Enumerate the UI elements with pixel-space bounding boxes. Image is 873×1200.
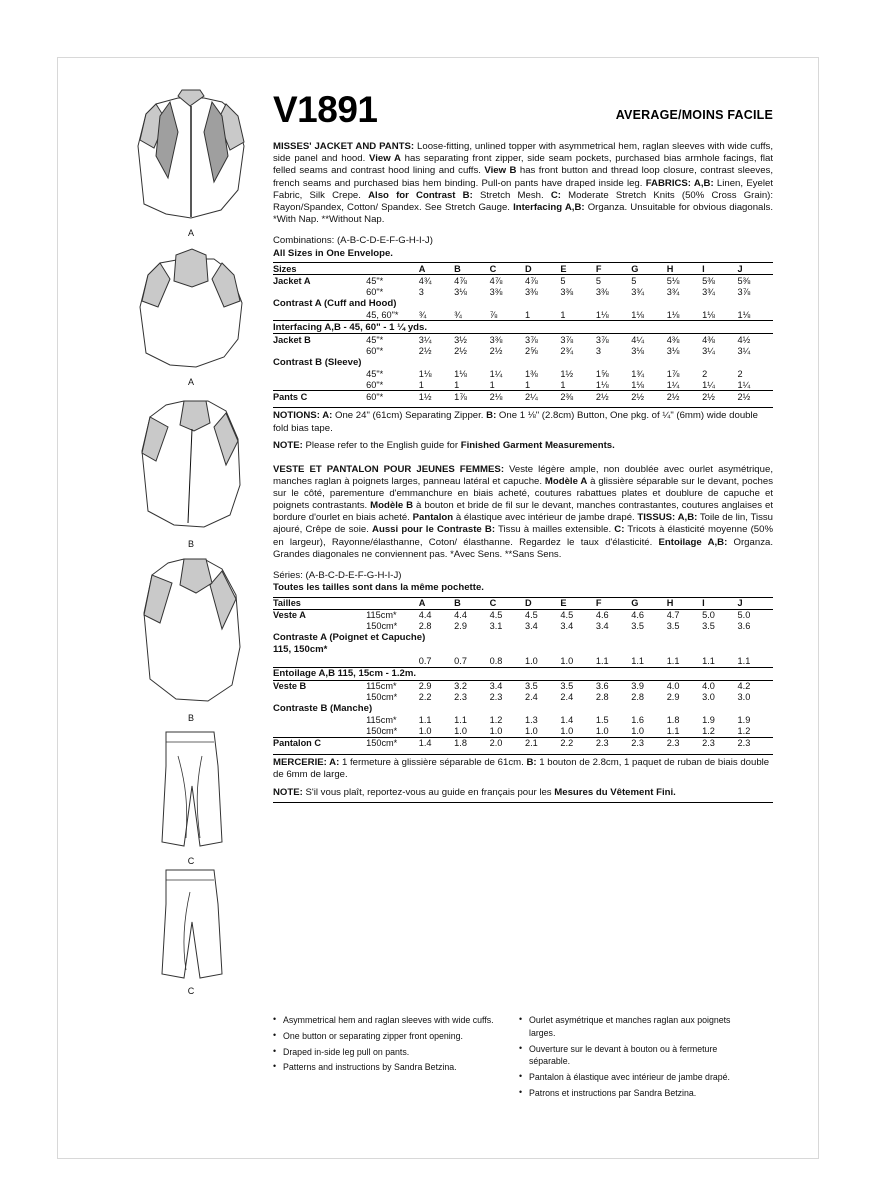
col-i: I — [702, 263, 737, 275]
row-value: 1 — [489, 379, 495, 390]
table-row — [273, 621, 773, 632]
english-note: NOTE: Please refer to the English guide for Finished Garment Measurements. — [273, 440, 615, 452]
table-row — [273, 334, 773, 346]
row-value: 2.1 — [525, 738, 538, 749]
row-value: 5⅛ — [666, 275, 680, 286]
figure-jacket-a-front — [121, 86, 261, 241]
figure-label: C — [187, 986, 195, 996]
row-value: 3¼ — [737, 345, 751, 356]
row-label — [273, 726, 366, 738]
row-value: 2.3 — [454, 692, 467, 703]
row-label: Jacket B — [273, 334, 311, 345]
row-value: 3⅛ — [454, 286, 467, 297]
row-label — [273, 286, 366, 297]
row-value: 1.0 — [560, 656, 574, 667]
row-value: 4.0 — [666, 681, 680, 692]
row-value: ⅞ — [489, 309, 498, 320]
table-row — [273, 379, 773, 391]
row-value: 2.0 — [489, 738, 503, 749]
row-value: 1.9 — [737, 715, 751, 726]
table-section-label: Contraste B (Manche) — [273, 703, 373, 715]
figure-pants-c-front — [121, 726, 261, 866]
row-value: 0.7 — [454, 656, 467, 667]
table-row — [273, 632, 773, 644]
table-row — [273, 275, 773, 287]
row-value: 1.5 — [595, 715, 609, 726]
row-value: 1.1 — [595, 656, 609, 667]
row-value: 1¼ — [489, 368, 503, 379]
col-tailles: Tailles — [273, 597, 366, 609]
row-value: 1¼ — [666, 379, 680, 390]
col-b: B — [454, 597, 489, 609]
figure-jacket-b-front — [121, 391, 261, 551]
row-value: 2.4 — [525, 692, 538, 703]
row-value: 5.0 — [702, 610, 715, 621]
row-value: 3.4 — [489, 681, 503, 692]
row-value: 3⅜ — [489, 334, 503, 345]
figure-label: A — [187, 377, 194, 387]
row-value: 2 — [737, 368, 743, 379]
english-combinations: Combinations: (A-B-C-D-E-F-G-H-I-J) — [273, 235, 433, 247]
row-value: 3⅜ — [525, 286, 538, 297]
col-h: H — [667, 597, 702, 609]
row-label — [273, 621, 366, 632]
row-width: 60"* — [366, 379, 384, 390]
table-row — [273, 656, 773, 668]
row-label: Pantalon C — [273, 738, 321, 749]
table-section-label: Interfacing A,B - 45, 60" - 1 ¼ yds. — [273, 321, 428, 333]
row-value: 4¾ — [418, 275, 432, 286]
row-width: 60"* — [366, 391, 384, 402]
row-value: 4⅞ — [525, 275, 538, 286]
table-header-row — [273, 597, 773, 609]
sheet — [57, 57, 819, 1159]
row-value: 0.8 — [489, 656, 503, 667]
col-f: F — [596, 597, 631, 609]
col-d: D — [525, 597, 560, 609]
row-value: 2.2 — [560, 738, 574, 749]
row-value: 2.3 — [595, 738, 609, 749]
bullets-english — [273, 1014, 495, 1077]
row-value: 1 — [454, 379, 460, 390]
row-value: 4⅜ — [702, 334, 715, 345]
row-value: 3.1 — [489, 621, 503, 632]
row-label — [273, 656, 366, 668]
row-value: 3¾ — [666, 286, 680, 297]
row-value: 1.1 — [454, 715, 467, 726]
content-column — [273, 91, 773, 803]
row-value: 3.5 — [525, 681, 538, 692]
row-value: 2⅝ — [525, 345, 538, 356]
row-value: 1.4 — [560, 715, 574, 726]
table-row — [273, 726, 773, 738]
row-value: 3.6 — [595, 681, 609, 692]
row-value: 4.4 — [454, 610, 467, 621]
row-value: 1⅛ — [595, 309, 609, 320]
row-value: 3.6 — [737, 621, 751, 632]
col-g: G — [631, 597, 666, 609]
row-value: 4.2 — [737, 681, 751, 692]
row-value: ¾ — [418, 309, 427, 320]
row-value: 1⅝ — [595, 368, 609, 379]
bullets-french — [519, 1014, 741, 1103]
row-value: 1.0 — [418, 726, 432, 737]
col-a: A — [419, 597, 454, 609]
row-value: 2.3 — [737, 738, 751, 749]
row-value: 3.5 — [666, 621, 680, 632]
row-value: 4.4 — [418, 610, 432, 621]
row-value: 4⅞ — [454, 275, 467, 286]
row-value: 3¼ — [418, 334, 432, 345]
table-section-label: Contrast A (Cuff and Hood) — [273, 297, 397, 309]
row-value: 1.1 — [418, 715, 432, 726]
row-value: 3½ — [454, 334, 467, 345]
row-value: 0.7 — [418, 656, 432, 667]
row-value: 5 — [631, 275, 637, 286]
row-value: 1⅜ — [525, 368, 538, 379]
figure-label: B — [187, 713, 194, 723]
row-value: 5.0 — [737, 610, 751, 621]
row-label — [273, 692, 366, 703]
row-value: 1 — [560, 379, 566, 390]
row-value: 2½ — [737, 391, 751, 402]
row-width: 150cm* — [366, 621, 398, 632]
french-note: NOTE: S'il vous plaît, reportez-vous au guide en français pour les Mesures du Vêtement Fini. — [273, 786, 676, 798]
row-value: 3.0 — [737, 692, 751, 703]
table-section-label: Entoilage A,B 115, 15cm - 1.2m. — [273, 668, 417, 680]
row-value: 3⅞ — [737, 286, 751, 297]
row-value: 1.8 — [454, 738, 467, 749]
row-value: 5 — [560, 275, 566, 286]
table-row — [273, 703, 773, 715]
table-row — [273, 356, 773, 368]
list-item: • Ourlet asymétrique et manches raglan aux poignets larges. — [519, 1014, 741, 1040]
row-value: 1 — [525, 379, 531, 390]
row-value: 1⅛ — [454, 368, 467, 379]
row-value: 2½ — [666, 391, 680, 402]
table-row — [273, 692, 773, 703]
row-value: 3¾ — [631, 286, 645, 297]
row-label: Jacket A — [273, 275, 311, 286]
row-value: 1.0 — [525, 726, 538, 737]
row-value: 1.0 — [560, 726, 574, 737]
row-label — [273, 345, 366, 356]
row-value: 1.0 — [595, 726, 609, 737]
row-value: 5 — [595, 275, 601, 286]
figure-jacket-a-back — [121, 241, 261, 391]
table-section-label: 115, 150cm* — [273, 644, 328, 656]
row-value: 3⅞ — [525, 334, 538, 345]
row-value: 1 — [525, 309, 531, 320]
row-value: 1¾ — [631, 368, 645, 379]
figure-pants-c-back — [121, 866, 261, 996]
col-b: B — [454, 263, 489, 275]
row-value: 1½ — [560, 368, 574, 379]
col-sizes: Sizes — [273, 263, 366, 275]
row-value: 3⅜ — [560, 286, 574, 297]
table-row — [273, 644, 773, 656]
row-value: 1⅛ — [595, 379, 609, 390]
row-value: 3¼ — [702, 345, 715, 356]
col-d: D — [525, 263, 560, 275]
row-value: 1.4 — [418, 738, 432, 749]
row-value: 1.0 — [454, 726, 467, 737]
row-value: 2.3 — [631, 738, 645, 749]
col-a: A — [419, 263, 454, 275]
row-width: 150cm* — [366, 726, 398, 737]
table-row — [273, 391, 773, 403]
row-value: 1 — [418, 379, 424, 390]
row-value: 2½ — [418, 345, 432, 356]
row-label: Veste B — [273, 681, 307, 692]
list-item: • Patrons et instructions par Sandra Betzina. — [519, 1087, 741, 1100]
row-width — [366, 656, 419, 668]
col-e: E — [560, 263, 595, 275]
row-width: 60"* — [366, 345, 384, 356]
french-yardage-table — [273, 597, 773, 749]
row-value: 2½ — [631, 391, 645, 402]
divider — [273, 802, 773, 803]
row-value: 1.1 — [737, 656, 751, 667]
table-row — [273, 680, 773, 692]
table-row — [273, 297, 773, 309]
row-value: 1.2 — [489, 715, 503, 726]
row-width: 60"* — [366, 286, 384, 297]
illustration-column — [121, 86, 261, 1016]
figure-jacket-b-back — [121, 551, 261, 726]
row-value: 3.0 — [702, 692, 715, 703]
difficulty-label: AVERAGE/MOINS FACILE — [615, 108, 773, 122]
col-f: F — [596, 263, 631, 275]
row-value: 3 — [418, 286, 424, 297]
row-width: 45"* — [366, 368, 384, 379]
row-value: 3.4 — [525, 621, 538, 632]
row-value: 4.0 — [702, 681, 715, 692]
col-j: J — [738, 597, 773, 609]
list-item: • Asymmetrical hem and raglan sleeves with wide cuffs. — [273, 1014, 495, 1027]
french-description: VESTE ET PANTALON POUR JEUNES FEMMES: Veste légère ample, non doublée avec ourlet asymétrique, manches raglan à poignets larges, panneau latéral et capuche. Modèle A à glissière séparable sur le devant, poches sur le côté, parementure d'emmanchure en biais acheté, coutures rabattues plates et doublure de capuche et poignets contrastants. Modèle B à bouton et bride de fil sur le devant, manches contrastantes, coutures anglaises et bordure d'ourlet en biais acheté. Pantalon à élastique avec intérieur de jambe drapé. TISSUS: A,B: Toile de lin, Tissu ajouré, Crêpe de soie. Aussi pour le Contraste B: Tissu à mailles extensible. C: Tricots à élasticité moyenne (50% en largeur), Rayonne/élasthanne, Coton/ élasthanne. Regardez le taux d'élasticité. Entoilage A,B: Organza. Grandes diagonales ne conviennent pas. *Avec Sens. **Sans Sens. — [273, 463, 774, 560]
row-value: 4½ — [737, 334, 751, 345]
row-value: 1¼ — [737, 379, 751, 390]
row-value: 1.0 — [525, 656, 538, 667]
row-value: 3⅜ — [489, 286, 503, 297]
row-value: 1⅛ — [702, 309, 715, 320]
row-width: 115cm* — [366, 681, 397, 692]
table-row — [273, 715, 773, 726]
list-item: • One button or separating zipper front opening. — [273, 1030, 495, 1043]
row-value: 1.6 — [631, 715, 645, 726]
col-i: I — [702, 597, 737, 609]
row-value: 4.5 — [525, 610, 538, 621]
row-value: 3.2 — [454, 681, 467, 692]
row-value: 4.5 — [489, 610, 503, 621]
row-value: 1.1 — [631, 656, 645, 667]
row-value: 3.4 — [560, 621, 574, 632]
row-value: 3 — [595, 345, 601, 356]
row-value: ¾ — [454, 309, 462, 320]
row-value: 1.9 — [702, 715, 715, 726]
bullet-lists — [273, 1014, 773, 1103]
row-value: 2.3 — [489, 692, 503, 703]
english-yardage-table — [273, 262, 773, 402]
row-value: 3.9 — [631, 681, 645, 692]
row-value: 1.8 — [666, 715, 680, 726]
row-value: 1.3 — [525, 715, 538, 726]
english-description: MISSES' JACKET AND PANTS: Loose-fitting, unlined topper with asymmetrical hem, raglan sleeves with wide cuffs, side panel and hood. View A has separating front zipper, side seam pockets, purchased bias armhole facings, flat felled seams and contrast hood lining and cuffs. View B has front button and thread loop closure, contrast sleeves, french seams and purchased bias hem binding. Pull-on pants have draped inside leg. FABRICS: A,B: Linen, Eyelet Fabric, Silk Crepe. Also for Contrast B: Stretch Mesh. C: Moderate Stretch Knits (50% Cross Grain): Rayon/Spandex, Cotton/ Spandex. See Stretch Gauge. Interfacing A,B: Organza. Unsuitable for obvious diagonals. *With Nap. **Without Nap. — [273, 141, 774, 226]
row-value: 2½ — [702, 391, 715, 402]
table-header-row — [273, 263, 773, 275]
row-width: 45"* — [366, 275, 384, 286]
row-value: 2⅜ — [560, 391, 574, 402]
row-value: 5⅜ — [737, 275, 751, 286]
row-value: 1⅛ — [631, 309, 645, 320]
row-label: Pants C — [273, 391, 308, 402]
row-value: 2¼ — [525, 391, 538, 402]
row-value: 2.2 — [418, 692, 432, 703]
row-value: 1⅞ — [666, 368, 680, 379]
table-row — [273, 286, 773, 297]
row-value: 4¼ — [631, 334, 645, 345]
row-width: 150cm* — [366, 692, 398, 703]
row-value: 3.5 — [702, 621, 715, 632]
row-value: 1⅞ — [454, 391, 467, 402]
row-value: 3.4 — [595, 621, 609, 632]
row-value: 4.7 — [666, 610, 680, 621]
english-envelope-note: All Sizes in One Envelope. — [273, 247, 393, 259]
french-combinations: Séries: (A-B-C-D-E-F-G-H-I-J) — [273, 569, 402, 581]
row-label — [273, 715, 366, 726]
table-row — [273, 368, 773, 379]
row-value: 2.9 — [666, 692, 680, 703]
row-value: 2¾ — [560, 345, 574, 356]
row-value: 2½ — [454, 345, 467, 356]
page-title: V1891 — [273, 89, 378, 130]
row-width: 115cm* — [366, 715, 397, 726]
french-rows — [273, 609, 773, 749]
figure-label: C — [187, 856, 195, 866]
col-h: H — [667, 263, 702, 275]
english-rows — [273, 275, 773, 403]
row-value: 2½ — [489, 345, 503, 356]
row-value: 4.6 — [631, 610, 645, 621]
table-section-label: Contraste A (Poignet et Capuche) — [273, 632, 426, 644]
row-value: 2.4 — [560, 692, 574, 703]
row-value: 2 — [702, 368, 708, 379]
row-value: 1⅛ — [631, 379, 645, 390]
row-value: 1 — [560, 309, 566, 320]
list-item: • Pantalon à élastique avec intérieur de jambe drapé. — [519, 1071, 741, 1084]
row-value: 5⅜ — [702, 275, 715, 286]
row-width: 115cm* — [366, 610, 397, 621]
row-value: 1¼ — [702, 379, 715, 390]
table-section-label: Contrast B (Sleeve) — [273, 356, 362, 368]
table-row — [273, 667, 773, 680]
row-value: 1.0 — [631, 726, 645, 737]
row-value: 2.8 — [595, 692, 609, 703]
row-value: 1½ — [418, 391, 432, 402]
table-row — [273, 737, 773, 749]
row-width: 45, 60"* — [366, 309, 399, 320]
row-value: 3⅛ — [631, 345, 645, 356]
row-value: 3⅛ — [666, 345, 680, 356]
col-c: C — [490, 597, 525, 609]
col-c: C — [490, 263, 525, 275]
row-value: 2.8 — [418, 621, 432, 632]
row-value: 4.6 — [595, 610, 609, 621]
row-value: 1.2 — [737, 726, 751, 737]
row-value: 2.8 — [631, 692, 645, 703]
col-g: G — [631, 263, 666, 275]
french-envelope-note: Toutes les tailles sont dans la même pochette. — [273, 582, 484, 594]
row-value: 2.3 — [702, 738, 715, 749]
row-value: 1⅛ — [666, 309, 680, 320]
col-j: J — [738, 263, 773, 275]
row-value: 1⅛ — [418, 368, 432, 379]
col-e: E — [560, 597, 595, 609]
row-value: 3.5 — [631, 621, 645, 632]
figure-label: A — [187, 228, 194, 238]
row-value: 3¾ — [702, 286, 715, 297]
row-value: 3⅞ — [560, 334, 574, 345]
list-item: • Draped in-side leg pull on pants. — [273, 1046, 495, 1059]
table-row — [273, 609, 773, 621]
row-value: 1⅛ — [737, 309, 751, 320]
list-item: • Patterns and instructions by Sandra Betzina. — [273, 1061, 495, 1074]
row-value: 1.1 — [666, 656, 680, 667]
french-notions: MERCERIE: A: 1 fermeture à glissière séparable de 61cm. B: 1 bouton de 2.8cm, 1 paquet de ruban de biais double de 6mm de large. — [273, 754, 773, 782]
row-value: 2⅛ — [489, 391, 503, 402]
row-label — [273, 309, 366, 321]
row-value: 1.1 — [666, 726, 680, 737]
row-value: 4.5 — [560, 610, 574, 621]
row-value: 2.3 — [666, 738, 680, 749]
row-label — [273, 368, 366, 379]
row-value: 4⅜ — [666, 334, 680, 345]
figure-label: B — [187, 539, 194, 549]
row-width: 45"* — [366, 334, 384, 345]
row-value: 1.2 — [702, 726, 715, 737]
row-value: 1.0 — [489, 726, 503, 737]
row-label — [273, 379, 366, 391]
row-value: 3.5 — [560, 681, 574, 692]
row-value: 2.9 — [454, 621, 467, 632]
table-row — [273, 345, 773, 356]
row-value: 2½ — [595, 391, 609, 402]
row-value: 3⅞ — [595, 334, 609, 345]
row-value: 1.1 — [702, 656, 715, 667]
row-width: 150cm* — [366, 738, 398, 749]
row-value: 4⅞ — [489, 275, 503, 286]
row-label: Veste A — [273, 610, 306, 621]
table-row — [273, 309, 773, 321]
row-value: 2.9 — [418, 681, 432, 692]
list-item: • Ouverture sur le devant à bouton ou à fermeture séparable. — [519, 1043, 741, 1069]
row-value: 3⅜ — [595, 286, 609, 297]
table-row — [273, 321, 773, 334]
english-notions: NOTIONS: A: One 24" (61cm) Separating Zipper. B: One 1 ⅛" (2.8cm) Button, One pkg. of ¼" (6mm) wide double fold bias tape. — [273, 407, 773, 435]
